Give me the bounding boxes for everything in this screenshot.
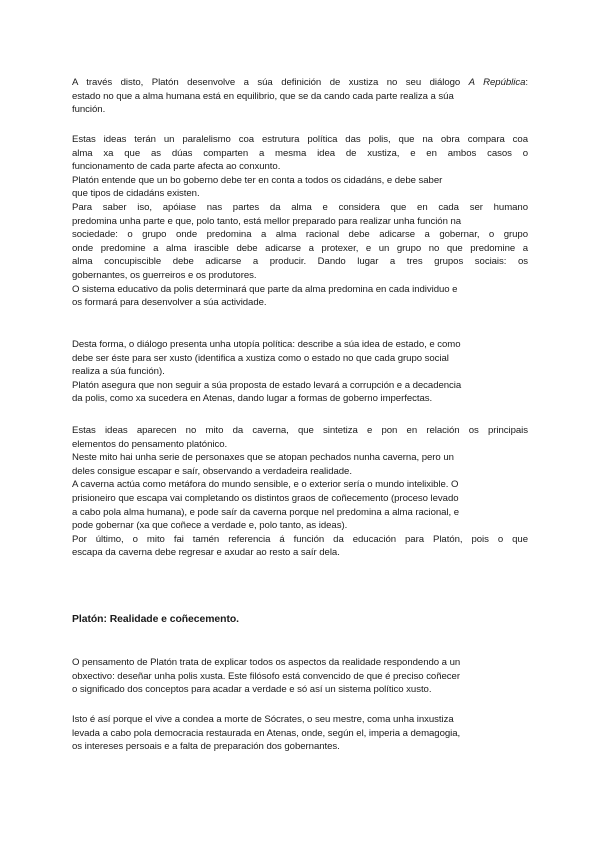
paragraph-politics xyxy=(72,133,528,310)
text-line: Isto é así porque el vive a condea a morte de Sócrates, o seu mestre, coma unha inxustiza xyxy=(72,714,454,725)
text-line: Estas ideas aparecen no mito da caverna, que sintetiza e pon en relación os principais xyxy=(72,425,528,436)
text-line: alma xa que as dúas comparten a mesma idea de xustiza, e en ambos casos o xyxy=(72,147,528,159)
paragraph-cave-myth xyxy=(72,424,528,560)
section-heading-block xyxy=(72,613,528,627)
text-line: Para saber iso, apóiase nas partes da alma e considera que en cada ser humano xyxy=(72,201,528,213)
text-line: O sistema educativo da polis determinará que parte da alma predomina en cada individuo e xyxy=(72,283,458,295)
text-line: estado no que a alma humana está en equilibrio, que se da cando cada parte realiza a súa xyxy=(72,90,454,102)
paragraph-socrates xyxy=(72,713,528,754)
text-line: Por último, o mito fai tamén referencia á función da educación para Platón, pois o que xyxy=(72,533,528,545)
text-line: escapa da caverna debe regresar e axudar ao resto a saír dela. xyxy=(72,547,340,559)
text-line: os formará para desenvolver a súa actividade. xyxy=(72,297,267,309)
paragraph-justice-definition xyxy=(72,76,528,117)
text-line: deles consigue escapar e saír, observando a verdadeira realidade. xyxy=(72,465,352,477)
text-line: pode gobernar (xa que coñece a verdade e, polo tanto, as ideas). xyxy=(72,520,348,532)
text-line: da polis, como xa sucedera en Atenas, dando lugar a formas de goberno imperfectas. xyxy=(72,393,433,405)
paragraph-knowledge xyxy=(72,656,528,697)
text-line: elementos do pensamento platónico. xyxy=(72,438,228,450)
section-heading: Platón: Realidade e coñecemento. xyxy=(72,614,240,625)
text-line: debe ser éste para ser xusto (identifica a xustiza como o estado no que cada grupo social xyxy=(72,352,449,364)
text-line: obxectivo: deseñar unha polis xusta. Este filósofo está convencido de que é preciso coñecer xyxy=(72,670,460,682)
book-title: A República xyxy=(468,77,526,88)
text-line: sociedade: o grupo onde predomina a alma racional debe adicarse a gobernar, o grupo xyxy=(72,229,528,241)
text-line: funcionamento de cada parte afecta ao conxunto. xyxy=(72,161,281,173)
text-line: a cabo pola alma humana), e pode saír da caverna porque nel predomina a alma racional, e xyxy=(72,506,460,518)
text-line: Platón asegura que non seguir a súa proposta de estado levará a corrupción e a decadencia xyxy=(72,379,462,391)
text-line: onde predomine a alma irascible debe adicarse a protexer, e un grupo no que predomine a xyxy=(72,242,528,254)
text-line: Desta forma, o diálogo presenta unha utopía política: describe a súa idea de estado, e como xyxy=(72,339,461,350)
text-line: A caverna actúa como metáfora do mundo sensible, e o exterior sería o mundo intelixible. O xyxy=(72,479,459,491)
text-line: Neste mito hai unha serie de personaxes que se atopan pechados nunha caverna, pero un xyxy=(72,452,454,464)
text-line: A través disto, Platón desenvolve a súa definición de xustiza no seu diálogo A República: xyxy=(72,77,528,88)
text-line: Estas ideas terán un paralelismo coa estrutura política das polis, que na obra compara coa xyxy=(72,134,528,145)
text-line: predomina unha parte e que, polo tanto, está mellor preparado para realizar unha función na xyxy=(72,215,462,227)
text-line: función. xyxy=(72,104,106,116)
text-line: gobernantes, os guerreiros e os produtores. xyxy=(72,269,257,281)
text-line: alma concupiscible debe adicarse a producir. Dando lugar a tres grupos sociais: os xyxy=(72,256,528,268)
text-line: os intereses persoais e a falta de preparación dos gobernantes. xyxy=(72,741,340,753)
text-line: prisioneiro que escapa vai completando os distintos graos de coñecemento (proceso levado xyxy=(72,492,459,504)
text-line: que tipos de cidadáns existen. xyxy=(72,188,200,200)
paragraph-utopia xyxy=(72,338,528,406)
text-line: realiza a súa función). xyxy=(72,366,165,378)
text-line: o significado dos conceptos para acadar a verdade e só así un sistema político xusto. xyxy=(72,684,432,696)
text-line: levada a cabo pola democracia restaurada en Atenas, onde, según el, imperia a demagogia, xyxy=(72,727,461,739)
text-line: Platón entende que un bo goberno debe ter en conta a todos os cidadáns, e debe saber xyxy=(72,174,443,186)
text-line: O pensamento de Platón trata de explicar todos os aspectos da realidade respondendo a un xyxy=(72,657,461,668)
